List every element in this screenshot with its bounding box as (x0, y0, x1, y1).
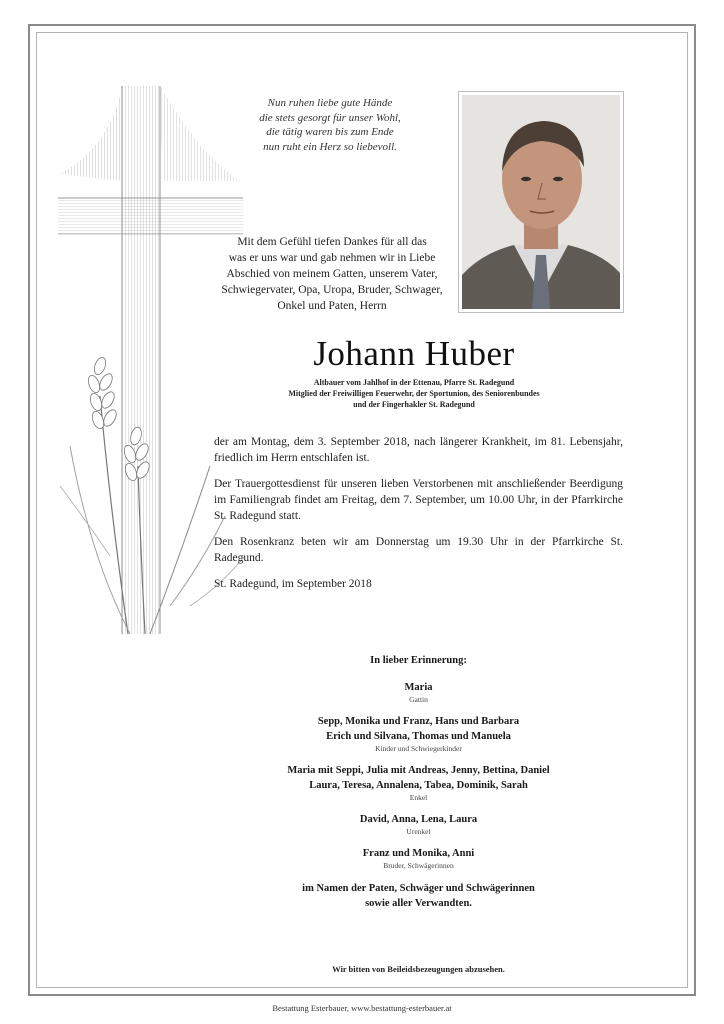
rosary-paragraph: Den Rosenkranz beten wir am Donnerstag um 19.30 Uhr in der Pfarrkirche St. Radegund. (214, 536, 623, 564)
subtitle-line: Mitglied der Freiwilligen Feuerwehr, der Sportunion, des Seniorenbundes (288, 389, 540, 398)
thanks-line: Mit dem Gefühl tiefen Dankes für all das (237, 236, 427, 248)
portrait-icon (462, 95, 620, 309)
poem-line: Nun ruhen liebe gute Hände (267, 97, 393, 109)
funeral-paragraph: Der Trauergottesdienst für unseren lieben Verstorbenen mit anschließender Beerdigung im Familiengrab findet am Freitag, dem 7. September, um 10.00 Uhr, in der Pfarrkirche St. Radegund statt. (214, 478, 623, 522)
mourner-role: Urenkel (406, 827, 431, 836)
place-date: St. Radegund, im September 2018 (214, 578, 372, 590)
mourner-role: Enkel (409, 793, 428, 802)
portrait-photo (458, 91, 624, 313)
thanks-line: was er uns war und gab nehmen wir in Liebe (228, 252, 436, 264)
mourner-names: Maria (404, 682, 433, 693)
mourner-group (214, 714, 623, 754)
closing-line: im Namen der Paten, Schwäger und Schwägerinnen (302, 883, 535, 894)
poem-line: die tätig waren bis zum Ende (266, 126, 394, 138)
memory-section (214, 655, 623, 911)
thanks-line: Abschied von meinem Gatten, unserem Vater, (226, 268, 438, 280)
mourner-role: Gattin (409, 695, 428, 704)
subtitle-line: und der Fingerhakler St. Radegund (353, 400, 475, 409)
footer-credit: Bestattung Esterbauer, www.bestattung-esterbauer.at (272, 1003, 452, 1013)
mourner-names: Laura, Teresa, Annalena, Tabea, Dominik, Sarah (309, 780, 528, 791)
mourner-group (214, 680, 623, 705)
mourner-names: Maria mit Seppi, Julia mit Andreas, Jenny, Bettina, Daniel (287, 765, 550, 776)
condolence-request: Wir bitten von Beileidsbezeugungen abzusehen. (332, 964, 505, 974)
thanks-line: Onkel und Paten, Herrn (277, 300, 387, 312)
mourner-role: Bruder, Schwägerinnen (383, 861, 454, 870)
mourner-names: Franz und Monika, Anni (362, 848, 475, 859)
deceased-name: Johann Huber (313, 334, 515, 373)
deceased-subtitle (214, 377, 614, 410)
memory-closing (214, 881, 623, 911)
mourner-group (214, 846, 623, 871)
mourner-names: David, Anna, Lena, Laura (359, 814, 478, 825)
death-notice-paragraph: der am Montag, dem 3. September 2018, nach längerer Krankheit, im 81. Lebensjahr, friedlich im Herrn entschlafen ist. (214, 436, 623, 464)
subtitle-line: Altbauer vom Jahlhof in der Ettenau, Pfarre St. Radegund (313, 378, 515, 387)
mourner-role: Kinder und Schwiegerkinder (375, 744, 462, 753)
thanks-text (210, 234, 454, 314)
mourner-names: Sepp, Monika und Franz, Hans und Barbara (317, 716, 520, 727)
mourner-names: Erich und Silvana, Thomas und Manuela (326, 731, 511, 742)
poem-line: nun ruht ein Herz so liebevoll. (263, 140, 397, 153)
thanks-line: Schwiegervater, Opa, Uropa, Bruder, Schwager, (221, 284, 443, 296)
announcement-body (214, 434, 623, 602)
poem (220, 96, 440, 154)
closing-line: sowie aller Verwandten. (365, 898, 472, 909)
memory-heading: In lieber Erinnerung: (370, 655, 467, 666)
mourner-group (214, 763, 623, 803)
poem-line: die stets gesorgt für unser Wohl, (259, 111, 401, 124)
mourner-group (214, 812, 623, 837)
